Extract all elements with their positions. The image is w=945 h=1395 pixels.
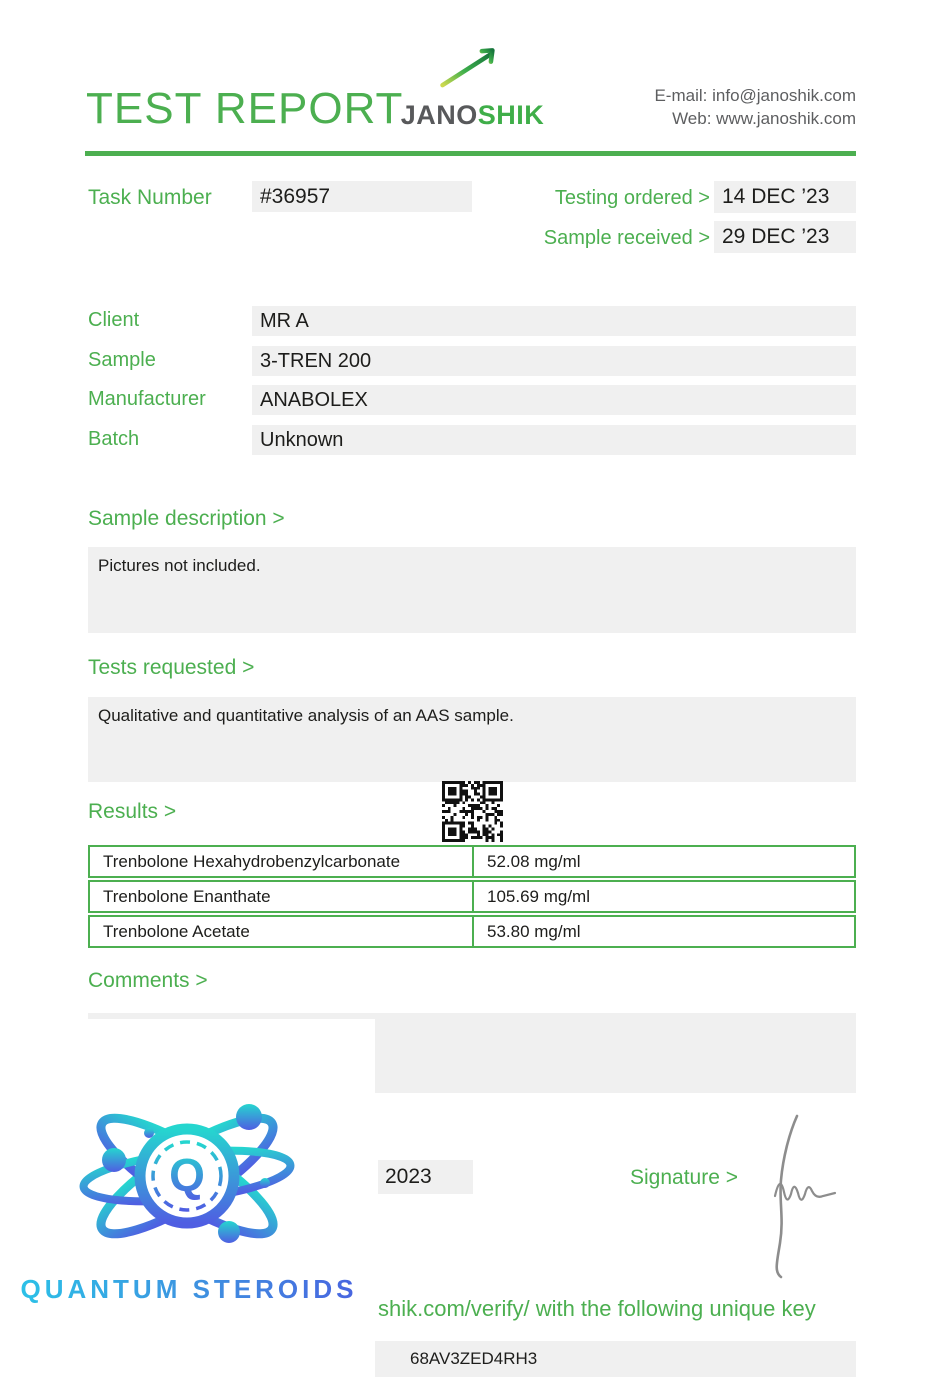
svg-text:Q: Q — [169, 1149, 205, 1201]
task-number-field — [252, 181, 472, 212]
sample-description-heading: Sample description > — [88, 507, 285, 530]
table-row — [88, 880, 856, 913]
table-row — [88, 915, 856, 948]
quantum-steroids-wordmark: QUANTUM STEROIDS — [0, 1274, 378, 1305]
email-line — [654, 84, 856, 107]
quantum-steroids-atom-icon — [55, 1086, 320, 1278]
unique-key-field — [375, 1341, 856, 1377]
substance-name: Trenbolone Enanthate — [103, 887, 271, 906]
sample-value: 3-TREN 200 — [260, 350, 372, 372]
amount-cell — [474, 882, 590, 911]
manufacturer-label: Manufacturer — [88, 388, 206, 410]
logo-text-shik: SHIK — [477, 100, 545, 130]
tests-requested-box — [88, 697, 856, 782]
testing-ordered-label: Testing ordered > — [554, 187, 710, 209]
batch-field — [252, 425, 856, 455]
sample-received-field — [714, 221, 856, 253]
sample-label: Sample — [88, 349, 156, 371]
sample-received-value: 29 DEC ’23 — [722, 225, 830, 248]
sample-description-text: Pictures not included. — [98, 556, 261, 575]
manufacturer-field — [252, 385, 856, 415]
web-label: Web: — [672, 109, 712, 128]
logo-text-jano: JANO — [400, 100, 478, 130]
unique-key-value: 68AV3ZED4RH3 — [410, 1349, 538, 1368]
contact-info — [654, 84, 856, 130]
email-value: info@janoshik.com — [712, 86, 856, 105]
testing-ordered-field — [714, 181, 856, 213]
verify-instruction: shik.com/verify/ with the following unique key — [378, 1296, 816, 1321]
batch-label: Batch — [88, 428, 140, 450]
comments-heading: Comments > — [88, 969, 208, 992]
sample-field — [252, 346, 856, 376]
manufacturer-value: ANABOLEX — [260, 389, 368, 411]
client-field — [252, 306, 856, 336]
year-field — [378, 1160, 473, 1194]
testing-ordered-value: 14 DEC ’23 — [722, 185, 830, 208]
amount-cell — [474, 847, 581, 876]
client-value: MR A — [260, 310, 309, 332]
web-line — [654, 107, 856, 130]
qr-code-icon — [442, 781, 503, 842]
logo-background-overlay — [88, 1019, 375, 1093]
results-table — [88, 845, 856, 948]
substance-cell — [90, 917, 474, 946]
table-row — [88, 845, 856, 878]
sample-description-box — [88, 547, 856, 633]
task-number-value: #36957 — [260, 185, 331, 208]
amount-value: 53.80 mg/ml — [487, 922, 581, 941]
bar-chart-icon — [438, 42, 506, 98]
tests-requested-heading: Tests requested > — [88, 656, 255, 679]
results-heading: Results > — [88, 800, 177, 823]
substance-name: Trenbolone Acetate — [103, 922, 250, 941]
email-label: E-mail: — [654, 86, 708, 105]
batch-value: Unknown — [260, 429, 344, 451]
client-label: Client — [88, 309, 140, 331]
substance-cell — [90, 882, 474, 911]
amount-value: 105.69 mg/ml — [487, 887, 590, 906]
janoshik-logo — [400, 100, 545, 131]
year-value: 2023 — [385, 1165, 432, 1188]
task-number-label: Task Number — [88, 186, 212, 209]
amount-cell — [474, 917, 581, 946]
substance-name: Trenbolone Hexahydrobenzylcarbonate — [103, 852, 401, 871]
header-divider — [85, 151, 856, 156]
sample-received-label: Sample received > — [543, 227, 710, 249]
signature-image — [745, 1100, 945, 1290]
amount-value: 52.08 mg/ml — [487, 852, 581, 871]
web-value: www.janoshik.com — [716, 109, 856, 128]
page-title: TEST REPORT — [86, 84, 404, 133]
substance-cell — [90, 847, 474, 876]
signature-label: Signature > — [630, 1166, 738, 1189]
tests-requested-text: Qualitative and quantitative analysis of an AAS sample. — [98, 706, 514, 725]
